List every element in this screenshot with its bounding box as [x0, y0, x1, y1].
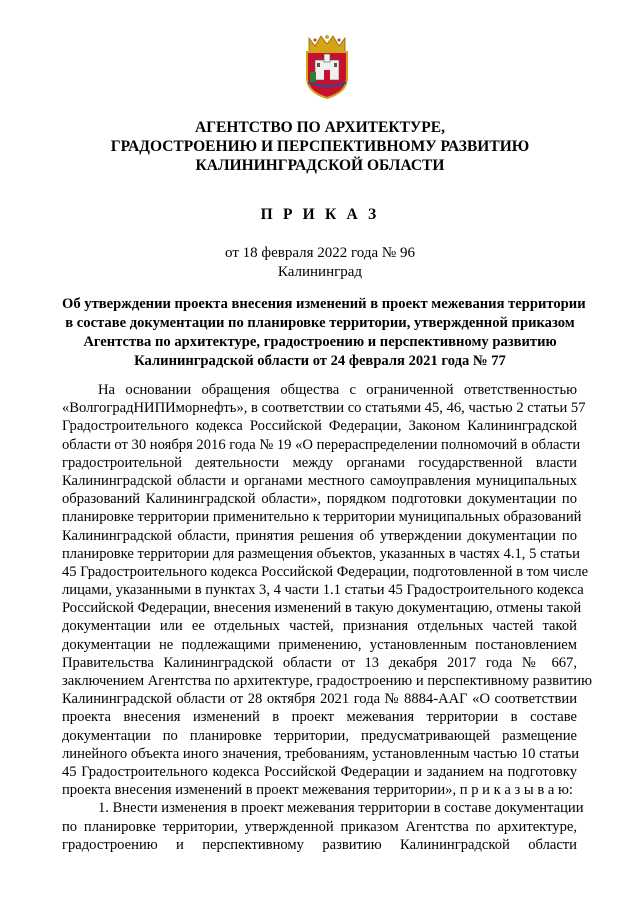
- coat-of-arms-icon: [301, 32, 353, 100]
- body-line: Правительства Калининградской области от 13 декабря 2017 года № 667,: [62, 654, 577, 671]
- body-line: лицами, указанными в пунктах 3, 4 части 1.1 статьи 45 Градостроительного кодекса: [62, 582, 584, 599]
- body-line: образований Калининградской области», порядком подготовки документации по: [62, 491, 577, 508]
- body-line: Калининградской области, принятия решения об утверждении документации по: [62, 527, 577, 544]
- body-line: линейного объекта иного значения, требованиям, установленным частью 10 статьи: [62, 745, 580, 762]
- body-line: заключением Агентства по архитектуре, градостроению и перспективному развитию: [62, 673, 592, 689]
- body-line: проекта внесения изменений в проект межевания территории в составе: [62, 709, 577, 726]
- body-line: «ВолгоградНИПИморнефть», в соответствии со статьями 45, 46, частью 2 статьи 57: [62, 400, 586, 417]
- body-line: Российской Федерации, внесения изменений в такую документацию, отмены такой: [62, 600, 582, 617]
- subject-line-4: Калининградской области от 24 февраля 2021 года № 77: [134, 353, 506, 369]
- agency-line-1: АГЕНТСТВО ПО АРХИТЕКТУРЕ,: [195, 119, 445, 136]
- body-line: документации или ее отдельных частей, признания отдельных частей такой: [62, 618, 577, 635]
- body-line: 1. Внести изменения в проект межевания территории в составе документации: [98, 800, 584, 817]
- body-line: 45 Градостроительного кодекса Российской Федерации и заданием на подготовку: [62, 763, 577, 780]
- body-line: планировке территории для размещения объектов, указанных в частях 4.1, 5 статьи: [62, 545, 580, 562]
- agency-line-3: КАЛИНИНГРАДСКОЙ ОБЛАСТИ: [195, 157, 445, 174]
- body-line: Калининградской области и органами местного самоуправления муниципальных: [62, 472, 577, 489]
- subject-line-1: Об утверждении проекта внесения изменений в проект межевания территории: [62, 296, 586, 312]
- order-date: от 18 февраля 2022 года № 96: [225, 245, 415, 261]
- body-line: градостроительной деятельности между органами государственной власти: [62, 454, 577, 471]
- agency-name: [60, 118, 580, 175]
- subject-line-2: в составе документации по планировке территории, утвержденной приказом: [65, 315, 575, 331]
- order-city: Калининград: [277, 264, 363, 280]
- body-line: документации по планировке территории, предусматривающей размещение: [62, 727, 577, 744]
- order-body: [62, 381, 592, 854]
- body-line: по планировке территории, утвержденной приказом Агентства по архитектуре,: [62, 818, 577, 835]
- order-subject: [62, 295, 586, 371]
- body-line: Градостроительного кодекса Российской Федерации, Законом Калининградской: [62, 418, 577, 435]
- body-line: документации не подлежащими применению, установленным постановлением: [62, 636, 577, 653]
- subject-line-3: Агентства по архитектуре, градостроению и перспективному развитию: [83, 334, 557, 350]
- agency-line-2: ГРАДОСТРОЕНИЮ И ПЕРСПЕКТИВНОМУ РАЗВИТИЮ: [110, 138, 530, 155]
- body-line: проекта внесения изменений в проект межевания территории», п р и к а з ы в а ю:: [62, 782, 573, 799]
- order-title: П Р И К А З: [260, 206, 380, 223]
- body-line: Калининградской области от 28 октября 2021 года № 8884-ААГ «О соответствии: [62, 691, 577, 708]
- body-line: области от 30 ноября 2016 года № 19 «О перераспределении полномочий в области: [62, 436, 581, 453]
- body-line: градостроению и перспективному развитию Калининградской области: [62, 836, 577, 853]
- body-line: планировке территории применительно к территории муниципальных образований: [62, 509, 582, 526]
- body-line: На основании обращения общества с ограниченной ответственностью: [98, 382, 577, 398]
- order-meta: [60, 244, 580, 282]
- body-line: 45 Градостроительного кодекса Российской Федерации, подготовленной в том числе: [62, 563, 589, 580]
